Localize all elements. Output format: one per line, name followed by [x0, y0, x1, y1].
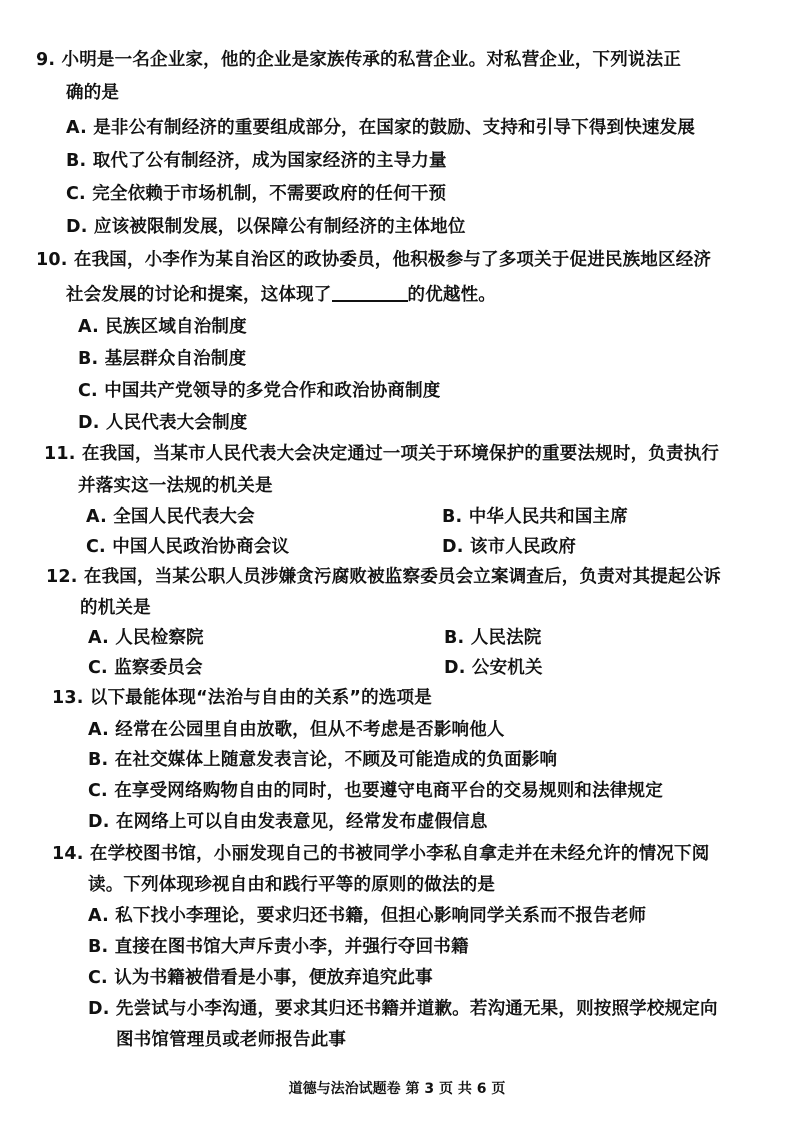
question-14-option-a: A. 私下找小李理论，要求归还书籍，但担心影响同学关系而不报告老师: [88, 906, 647, 926]
question-11-stem-line-1: 11. 在我国，当某市人民代表大会决定通过一项关于环境保护的重要法规时，负责执行: [44, 444, 720, 464]
question-11-stem-line-2: 并落实这一法规的机关是: [78, 476, 273, 496]
question-11-number: 11.: [44, 444, 76, 464]
question-13-option-a: A. 经常在公园里自由放歌，但从不考虑是否影响他人: [88, 720, 505, 740]
question-13-option-d: D. 在网络上可以自由发表意见，经常发布虚假信息: [88, 812, 488, 832]
question-12-option-d: D. 公安机关: [444, 658, 543, 678]
question-9-stem-line-1: 9. 小明是一名企业家，他的企业是家族传承的私营企业。对私营企业，下列说法正: [36, 50, 682, 70]
question-12-number: 12.: [46, 567, 78, 587]
question-10-stem-line-2: 社会发展的讨论和提案，这体现了 的优越性。: [66, 282, 496, 307]
question-12-option-b: B. 人民法院: [444, 628, 542, 648]
question-14-option-c: C. 认为书籍被借看是小事，便放弃追究此事: [88, 968, 433, 988]
question-13-option-c: C. 在享受网络购物自由的同时，也要遵守电商平台的交易规则和法律规定: [88, 781, 663, 801]
question-14-number: 14.: [52, 844, 84, 864]
question-12-stem-line-2: 的机关是: [80, 598, 151, 618]
question-10-option-a: A. 民族区域自治制度: [78, 317, 247, 337]
question-10-stem-line-1: 10. 在我国，小李作为某自治区的政协委员，他积极参与了多项关于促进民族地区经济: [36, 250, 712, 270]
question-11-option-a: A. 全国人民代表大会: [86, 507, 255, 527]
question-10-option-b: B. 基层群众自治制度: [78, 349, 247, 369]
question-9-option-c: C. 完全依赖于市场机制，不需要政府的任何干预: [66, 184, 447, 204]
question-13-option-b: B. 在社交媒体上随意发表言论，不顾及可能造成的负面影响: [88, 750, 558, 770]
question-11-option-c: C. 中国人民政治协商会议: [86, 537, 290, 557]
question-13-number: 13.: [52, 688, 84, 708]
question-14-option-b: B. 直接在图书馆大声斥责小李，并强行夺回书籍: [88, 937, 469, 957]
question-14-stem-line-2: 读。下列体现珍视自由和践行平等的原则的做法的是: [88, 875, 496, 895]
page-footer: 道德与法治试题卷 第 3 页 共 6 页: [288, 1081, 506, 1097]
question-11-option-d: D. 该市人民政府: [442, 537, 577, 557]
question-9-stem-line-2: 确的是: [66, 83, 120, 103]
question-9-option-b: B. 取代了公有制经济，成为国家经济的主导力量: [66, 151, 447, 171]
question-14-option-d: D. 先尝试与小李沟通，要求其归还书籍并道歉。若沟通无果，则按照学校规定向: [88, 999, 718, 1019]
question-14-stem-line-1: 14. 在学校图书馆，小丽发现自己的书被同学小李私自拿走并在未经允许的情况下阅: [52, 844, 710, 864]
question-9-option-d: D. 应该被限制发展，以保障公有制经济的主体地位: [66, 217, 466, 237]
question-12-option-a: A. 人民检察院: [88, 628, 204, 648]
question-10-option-d: D. 人民代表大会制度: [78, 413, 248, 433]
question-14-option-d-continued: 图书馆管理员或老师报告此事: [116, 1030, 347, 1050]
question-13-stem-line-1: 13. 以下最能体现“法治与自由的关系”的选项是: [52, 688, 432, 708]
question-9-option-a: A. 是非公有制经济的重要组成部分，在国家的鼓励、支持和引导下得到快速发展: [66, 118, 696, 138]
question-9-number: 9.: [36, 50, 56, 70]
question-12-stem-line-1: 12. 在我国，当某公职人员涉嫌贪污腐败被监察委员会立案调查后，负责对其提起公诉: [46, 567, 722, 587]
question-12-option-c: C. 监察委员会: [88, 658, 203, 678]
answer-blank: [332, 282, 408, 302]
question-10-number: 10.: [36, 250, 68, 270]
question-10-option-c: C. 中国共产党领导的多党合作和政治协商制度: [78, 381, 441, 401]
question-11-option-b: B. 中华人民共和国主席: [442, 507, 628, 527]
